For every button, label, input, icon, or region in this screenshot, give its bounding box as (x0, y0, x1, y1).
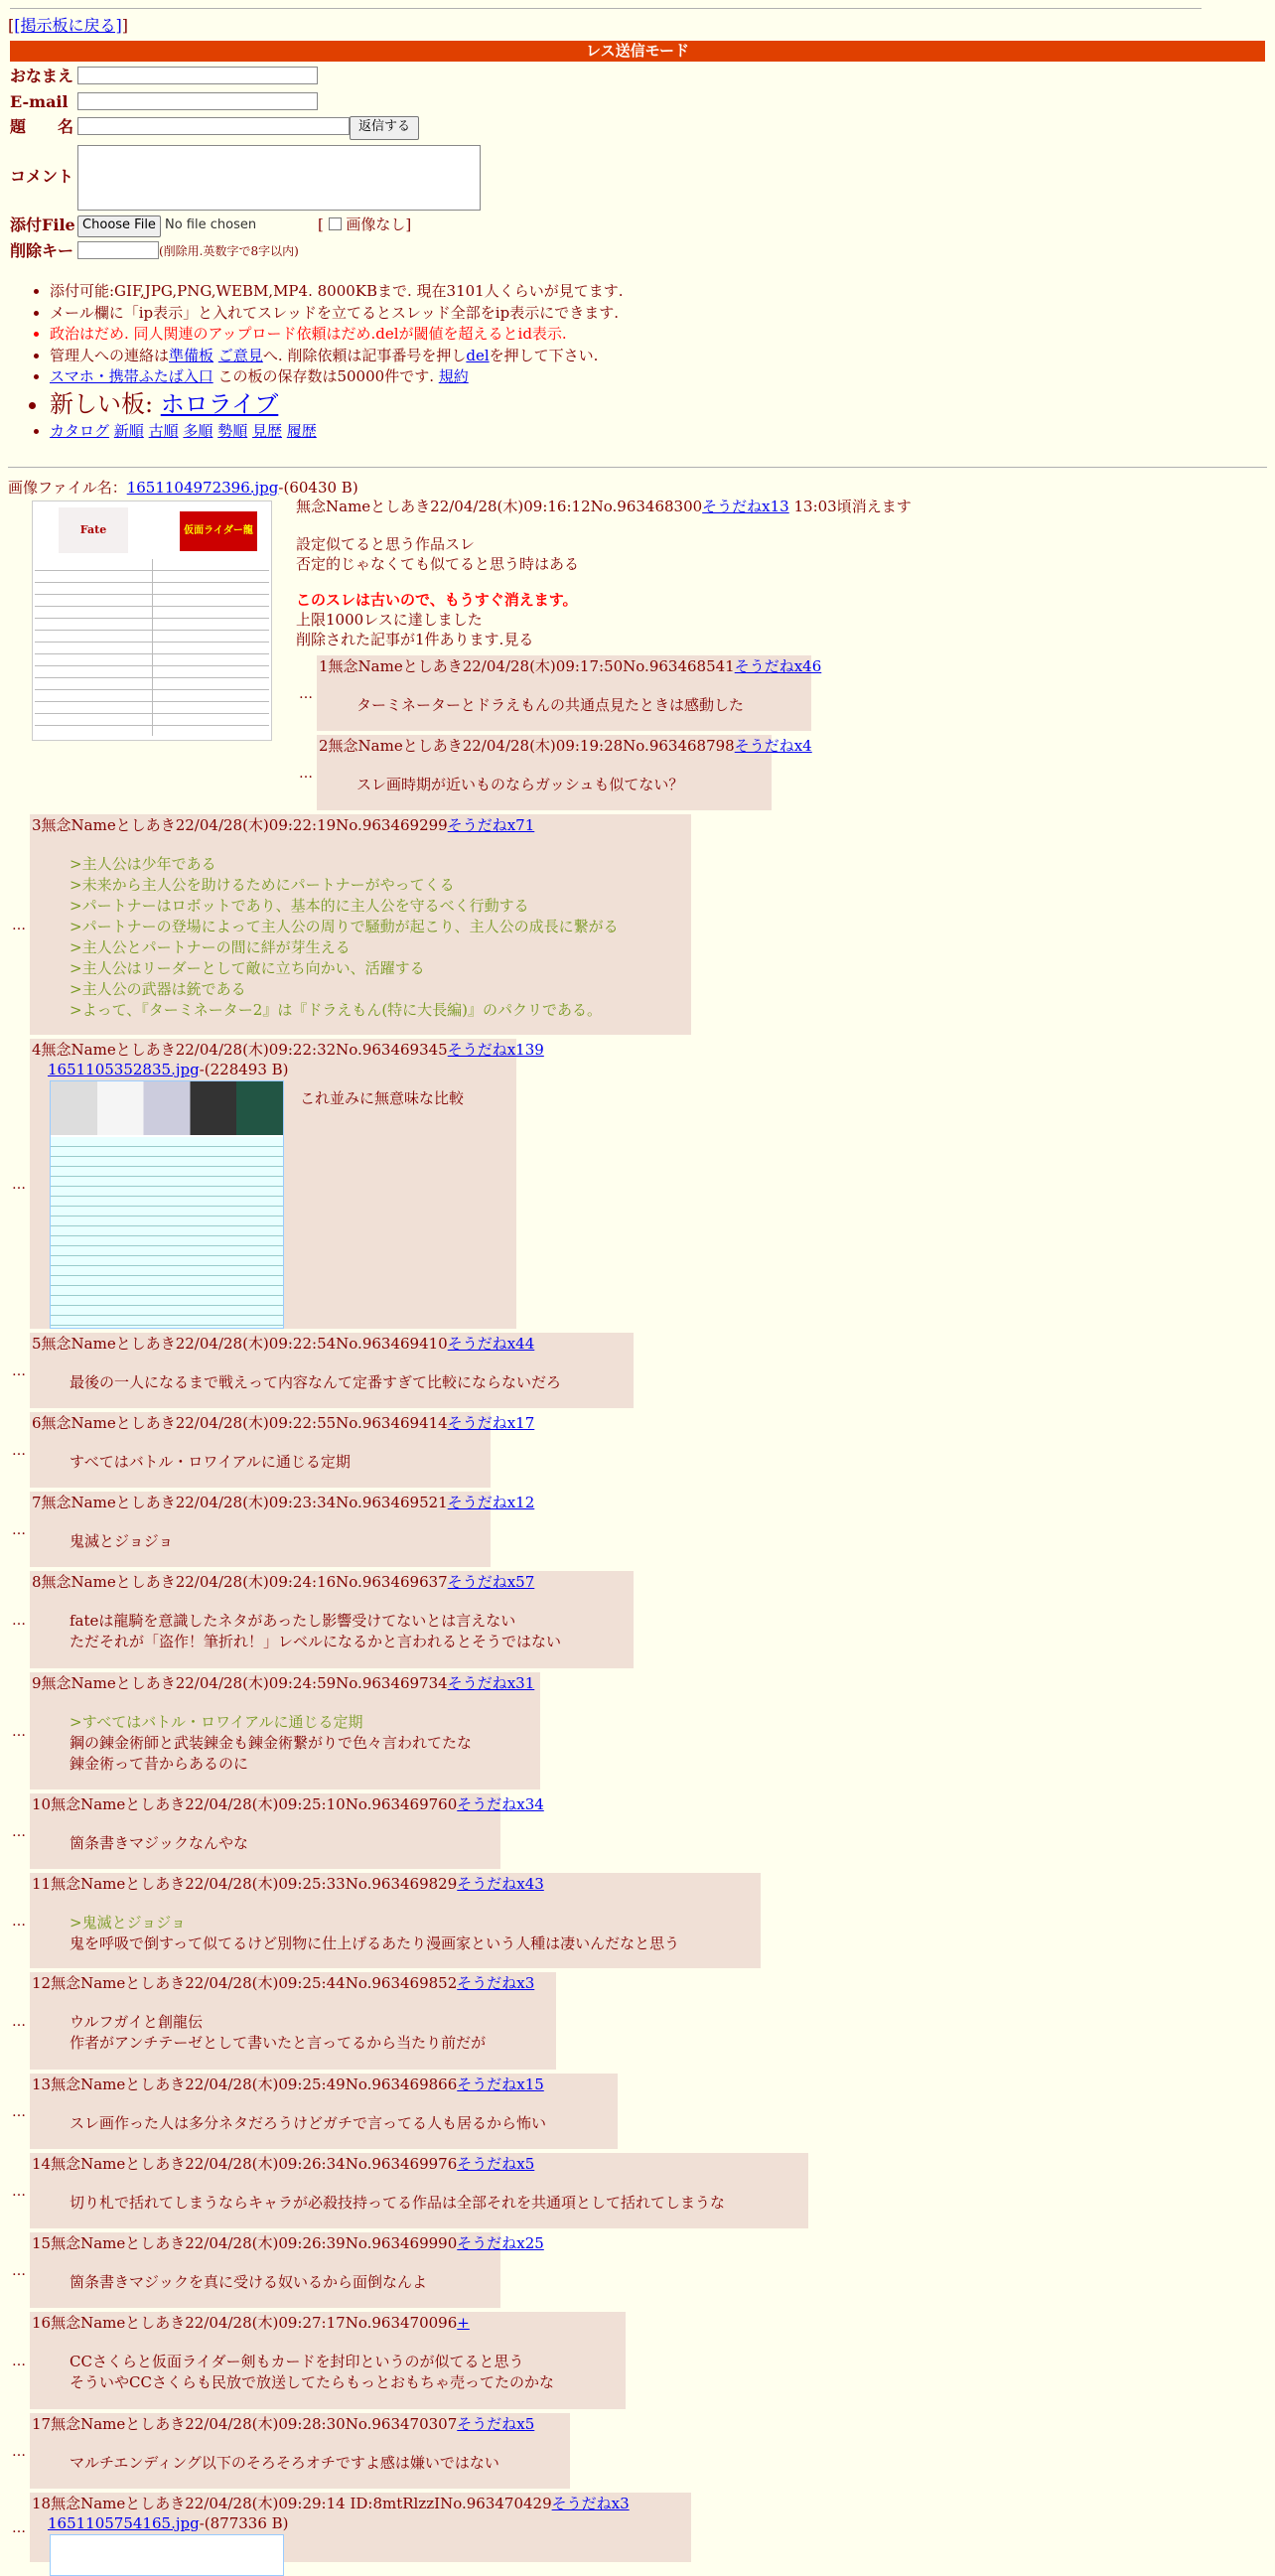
body-line: 切り札で括れてしまうならキャラが必殺技持ってる作品は全部それを共通項として括れてしまうな (70, 2194, 726, 2212)
reply-body (70, 2113, 546, 2134)
sodane-link[interactable]: そうだねx34 (457, 1795, 544, 1813)
sodane-link[interactable]: そうだねx31 (447, 1674, 535, 1692)
catalog-link[interactable]: カタログ (50, 421, 110, 440)
reply-thumbnail[interactable] (50, 2534, 284, 2576)
quote-line: >主人公とパートナーの間に絆が芽生える (70, 938, 351, 956)
choose-file-button[interactable]: Choose File (77, 215, 161, 237)
reply-meta: 17無念Nameとしあき22/04/28(木)09:28:30No.963470307 (32, 2415, 458, 2433)
thread-divider (8, 467, 1267, 468)
reply-meta: 5無念Nameとしあき22/04/28(木)09:22:54No.963469410 (32, 1335, 448, 1353)
reply-meta: 16無念Nameとしあき22/04/28(木)09:27:17No.963470096 (32, 2314, 458, 2332)
op-file-size: -(60430 B) (278, 479, 358, 497)
quote-line: >未来から主人公を助けるためにパートナーがやってくる (70, 876, 455, 894)
rule-item (50, 347, 624, 366)
thumb-left-logo: Fate (59, 507, 128, 553)
email-input[interactable] (77, 92, 318, 110)
body-line: 箇条書きマジックを真に受ける奴いるから面倒なんよ (70, 2273, 428, 2291)
delkey-label: 削除キー (10, 241, 74, 260)
reply-header (319, 657, 821, 677)
reply-indent-marker: … (12, 918, 26, 933)
body-line: スレ画作った人は多分ネタだろうけどガチで言ってる人も居るから怖い (70, 2114, 547, 2132)
sodane-link[interactable]: そうだねx139 (447, 1041, 544, 1059)
quote-line: >鬼滅とジョジョ (70, 1914, 186, 1932)
quote-line: >すべてはバトル・ロワイアルに通じる定期 (70, 1713, 363, 1731)
reply-post (30, 2153, 808, 2228)
email-row (10, 92, 69, 113)
thumb-phone-row (51, 1081, 283, 1135)
reply-meta: 18無念Nameとしあき22/04/28(木)09:29:14 ID:8mtRlzzINo.963470429 (32, 2495, 552, 2512)
body-line: fateは龍騎を意識したネタがあったし影響受けてないとは言えない (70, 1612, 516, 1630)
del-link[interactable]: del (466, 346, 490, 364)
delkey-note: (削除用.英数字で8字以内) (159, 244, 299, 258)
file-label: 添付File (10, 215, 75, 234)
file-row (10, 215, 75, 236)
terms-link[interactable]: 規約 (438, 367, 469, 385)
reply-body (70, 1531, 173, 1552)
sodane-link[interactable]: そうだねx3 (551, 2495, 630, 2512)
sodane-link[interactable]: そうだねx4 (734, 737, 812, 755)
reply-post (30, 1672, 540, 1789)
sodane-link[interactable]: そうだねx12 (447, 1494, 535, 1511)
rule-item (50, 304, 624, 324)
reply-meta: 14無念Nameとしあき22/04/28(木)09:26:34No.963469976 (32, 2155, 458, 2173)
reply-meta: 11無念Nameとしあき22/04/28(木)09:25:33No.963469829 (32, 1875, 458, 1893)
sodane-link[interactable]: そうだねx17 (447, 1414, 535, 1432)
back-link-text[interactable]: [掲示板に戻る] (14, 16, 122, 35)
reply-indent-marker: … (12, 1363, 26, 1379)
subject-input[interactable] (77, 117, 350, 135)
reply-meta: 4無念Nameとしあき22/04/28(木)09:22:32No.963469345 (32, 1041, 448, 1059)
reply-body (356, 775, 683, 795)
op-post (296, 497, 912, 649)
body-line: 鋼の錬金術師と武装錬金も錬金術繋がりで色々言われてたな (70, 1734, 473, 1752)
reply-file-link[interactable]: 1651105754165.jpg (48, 2514, 200, 2532)
reply-header (319, 737, 812, 757)
reply-post (30, 2074, 618, 2149)
rule-item (50, 282, 624, 302)
reply-indent-marker: … (12, 1613, 26, 1629)
reply-header (32, 2234, 544, 2254)
reply-post (30, 814, 691, 1035)
delkey-row (10, 241, 73, 262)
reply-indent-marker: … (12, 1177, 26, 1193)
limit-notice: 上限1000レスに達しました (296, 611, 483, 629)
reply-post (30, 1492, 535, 1567)
comment-textarea[interactable] (77, 145, 481, 211)
sodane-link[interactable]: + (457, 2314, 470, 2332)
reply-meta: 6無念Nameとしあき22/04/28(木)09:22:55No.963469414 (32, 1414, 448, 1432)
sort-new-link[interactable]: 新順 (113, 421, 144, 440)
new-board-link[interactable]: ホロライブ (160, 389, 279, 418)
old-thread-warning: このスレは古いので、もうすぐ消えます。 (296, 591, 578, 609)
reply-body (70, 2193, 725, 2214)
name-label: おなまえ (10, 67, 74, 85)
reply-post (317, 655, 822, 731)
op-sodane-link[interactable]: そうだねx13 (702, 498, 789, 515)
reply-header (32, 816, 534, 836)
op-thumbnail[interactable] (32, 501, 272, 741)
board-rules-list (50, 282, 624, 443)
reply-post (30, 1571, 634, 1668)
quote-line: >主人公は少年である (70, 855, 216, 873)
body-line: ただそれが「盗作！筆折れ！」レベルになるかと言われるとそうではない (70, 1633, 562, 1650)
rule-item (50, 422, 624, 442)
reply-body (70, 2272, 427, 2293)
quote-line: >よって、『ターミネーター2』は『ドラえもん(特に大長編)』のパクリである。 (70, 1001, 603, 1019)
reply-header (32, 2075, 544, 2095)
op-file-info (8, 479, 358, 499)
reply-indent-marker: … (12, 1522, 26, 1538)
sodane-link[interactable]: そうだねx5 (457, 2415, 535, 2433)
reply-meta: 13無念Nameとしあき22/04/28(木)09:25:49No.963469866 (32, 2075, 458, 2093)
reply-indent-marker: … (12, 2104, 26, 2120)
reply-post (30, 1333, 634, 1408)
reply-body (70, 2453, 499, 2474)
sodane-link[interactable]: そうだねx3 (457, 1974, 535, 1992)
reply-meta: 9無念Nameとしあき22/04/28(木)09:24:59No.963469734 (32, 1674, 448, 1692)
reply-meta: 15無念Nameとしあき22/04/28(木)09:26:39No.963469990 (32, 2234, 458, 2252)
reply-post (30, 2413, 570, 2489)
feedback-link[interactable]: ご意見 (217, 346, 263, 364)
rule-item (50, 389, 624, 420)
body-line: そういやCCさくらも民放で放送してたらもっとおもちゃ売ってたのかな (70, 2373, 554, 2391)
sodane-link[interactable]: そうだねx43 (457, 1875, 544, 1893)
deleted-notice: 削除された記事が1件あります.見る (296, 631, 534, 648)
submit-reply-button[interactable]: 返信する (350, 116, 419, 140)
file-prefix: 画像ファイル名： (8, 479, 127, 497)
reply-post (30, 1972, 556, 2070)
reply-body (300, 1088, 464, 1109)
rule-item (50, 367, 624, 387)
reply-meta: 2無念Nameとしあき22/04/28(木)09:19:28No.963468798 (319, 737, 735, 755)
new-board-label: 新しい板: (50, 389, 154, 418)
subject-row (10, 117, 73, 138)
reply-indent-marker: … (12, 2354, 26, 2369)
reply-post (317, 735, 812, 810)
reply-file-size: -(877336 B) (199, 2514, 289, 2532)
reply-post (30, 2232, 544, 2308)
mobile-entry-link[interactable]: スマホ・携帯ふたば入口 (50, 367, 213, 385)
reply-header (32, 1795, 544, 1815)
thumb-divider (152, 559, 153, 736)
rule-text: 添付可能:GIF,JPG,PNG,WEBM,MP4. 8000KBまで. 現在3101人くらいが見てます. (50, 282, 624, 300)
body-line: 箇条書きマジックなんやな (70, 1834, 249, 1852)
op-file-link[interactable]: 1651104972396.jpg (126, 479, 279, 497)
rule-text: へ. 削除依頼は記事番号を押し (262, 346, 467, 364)
reply-body (70, 1712, 472, 1775)
sodane-link[interactable]: そうだねx57 (447, 1573, 535, 1591)
body-line: スレ画時期が近いものならガッシュも似てない？ (356, 776, 684, 793)
body-line: マルチエンディング以下のそろそろオチですよ感は嫌いではない (70, 2454, 499, 2472)
comment-label: コメント (10, 167, 74, 186)
reply-meta: 10無念Nameとしあき22/04/28(木)09:25:10No.963469760 (32, 1795, 458, 1813)
reply-post (30, 1793, 544, 1869)
reply-body (70, 2012, 486, 2054)
reply-indent-marker: … (12, 1824, 26, 1840)
body-line: ウルフガイと創龍伝 (70, 2013, 203, 2031)
reply-file-link[interactable]: 1651105352835.jpg (48, 1061, 200, 1078)
reply-post (30, 2312, 626, 2409)
rule-text: この板の保存数は50000件です. (212, 367, 439, 385)
op-body-line: 設定似てると思う作品スレ (296, 535, 476, 553)
comment-row (10, 167, 73, 188)
body-line: CCさくらと仮面ライダー剣もカードを封印というのが似てると思う (70, 2353, 524, 2370)
op-expire: 13:03頃消えます (793, 498, 912, 515)
email-label: E-mail (10, 92, 69, 111)
reply-indent-marker: … (12, 2444, 26, 2460)
quote-line: >主人公の武器は銃である (70, 980, 246, 998)
quote-line: >パートナーはロボットであり、基本的に主人公を守るべく行動する (70, 897, 529, 915)
reply-header (32, 2155, 534, 2175)
reply-header (32, 1573, 534, 1593)
body-line: 鬼を呼吸で倒すって似てるけど別物に仕上げるあたり漫画家という人種は凄いんだなと思う (70, 1934, 680, 1952)
body-line: すべてはバトル・ロワイアルに通じる定期 (70, 1453, 351, 1471)
quote-line: >主人公はリーダーとして敵に立ち向かい、活躍する (70, 959, 425, 977)
body-line: ターミネーターとドラえもんの共通点見たときは感動した (356, 696, 745, 714)
reply-meta: 8無念Nameとしあき22/04/28(木)09:24:16No.963469637 (32, 1573, 448, 1591)
rule-item (50, 325, 624, 345)
name-input[interactable] (77, 67, 318, 84)
seen-history-link[interactable]: 見歴 (251, 421, 282, 440)
rule-text: 政治はだめ. 同人関連のアップロード依頼はだめ.delが閾値を超えるとid表示. (50, 325, 567, 343)
reply-post (30, 1412, 535, 1488)
no-image-label: 画像なし (346, 215, 406, 233)
reply-body (70, 1611, 561, 1652)
reply-mode-banner: レス送信モード (10, 41, 1265, 62)
reply-indent-marker: … (12, 2184, 26, 2200)
reply-header (32, 2495, 630, 2514)
reply-post (30, 1873, 761, 1968)
sodane-link[interactable]: そうだねx46 (734, 657, 822, 675)
reply-body (70, 1452, 351, 1473)
thumb-right-logo: 仮面ライダー龍 (180, 511, 257, 551)
reply-post (30, 2493, 691, 2562)
reply-indent-marker: … (12, 1724, 26, 1740)
subject-label: 題 名 (10, 117, 74, 136)
reply-indent-marker: … (12, 2520, 26, 2536)
reply-body (70, 1833, 248, 1854)
reply-post (30, 1039, 544, 1329)
reply-file-info (48, 2514, 289, 2534)
reply-meta: 1無念Nameとしあき22/04/28(木)09:17:50No.963468541 (319, 657, 735, 675)
prep-board-link[interactable]: 準備板 (169, 346, 214, 364)
reply-body (70, 854, 619, 1021)
sodane-link[interactable]: そうだねx44 (447, 1335, 535, 1353)
file-status: No file chosen (165, 217, 257, 232)
reply-header (32, 1335, 534, 1355)
reply-indent-marker: … (12, 2014, 26, 2030)
reply-body (70, 2352, 554, 2393)
no-image-option: [ 画像なし] (318, 215, 412, 233)
reply-header (32, 1674, 534, 1694)
reply-body (356, 695, 744, 716)
no-image-checkbox[interactable] (329, 217, 342, 230)
body-line: 作者がアンチテーゼとして書いたと言ってるから当たり前だが (70, 2034, 487, 2052)
history-link[interactable]: 履歴 (286, 421, 317, 440)
sodane-link[interactable]: そうだねx15 (457, 2075, 544, 2093)
sodane-link[interactable]: そうだねx5 (457, 2155, 535, 2173)
quote-line: >パートナーの登場によって主人公の周りで騒動が起こり、主人公の成長に繋がる (70, 918, 619, 935)
sort-many-link[interactable]: 多順 (183, 421, 213, 440)
reply-meta: 7無念Nameとしあき22/04/28(木)09:23:34No.963469521 (32, 1494, 448, 1511)
reply-indent-marker: … (299, 686, 313, 702)
reply-body (70, 1372, 561, 1393)
reply-meta: 12無念Nameとしあき22/04/28(木)09:25:44No.963469852 (32, 1974, 458, 1992)
reply-header (32, 2415, 534, 2435)
reply-indent-marker: … (12, 1443, 26, 1459)
reply-header (32, 2314, 470, 2334)
reply-header (32, 1414, 534, 1434)
rule-text: を押して下さい. (489, 346, 599, 364)
sort-momentum-link[interactable]: 勢順 (217, 421, 248, 440)
body-line: 錬金術って昔からあるのに (70, 1755, 249, 1773)
body-line: 最後の一人になるまで戦えって内容なんて定番すぎて比較にならないだろ (70, 1373, 562, 1391)
body-line: これ並みに無意味な比較 (300, 1089, 465, 1107)
thumb-spec-table (51, 1137, 283, 1328)
op-header: 無念Nameとしあき22/04/28(木)09:16:12No.963468300 (296, 498, 703, 515)
delete-key-input[interactable] (77, 241, 159, 259)
reply-indent-marker: … (12, 1914, 26, 1930)
op-body-line: 否定的じゃなくても似てると思う時はある (296, 555, 580, 573)
body-line: 鬼滅とジョジョ (70, 1532, 174, 1550)
reply-file-size: -(228493 B) (199, 1061, 289, 1078)
back-to-board-link[interactable]: [[掲示板に戻る]] (8, 16, 128, 35)
reply-thumbnail[interactable] (50, 1080, 284, 1329)
reply-body (70, 1913, 679, 1954)
sodane-link[interactable]: そうだねx71 (447, 816, 535, 834)
reply-header (32, 1494, 534, 1513)
top-rule (10, 8, 1202, 9)
name-row (10, 67, 73, 87)
reply-indent-marker: … (299, 766, 313, 782)
reply-indent-marker: … (12, 2263, 26, 2279)
reply-header (32, 1875, 544, 1895)
reply-meta: 3無念Nameとしあき22/04/28(木)09:22:19No.963469299 (32, 816, 448, 834)
rule-text: 管理人への連絡は (50, 346, 170, 364)
rule-text: メール欄に「ip表示」と入れてスレッドを立てるとスレッド全部をip表示にできます. (50, 303, 619, 322)
sort-old-link[interactable]: 古順 (148, 421, 179, 440)
reply-header (32, 1041, 544, 1061)
sodane-link[interactable]: そうだねx25 (457, 2234, 544, 2252)
reply-file-info (48, 1061, 289, 1080)
reply-header (32, 1974, 534, 1994)
